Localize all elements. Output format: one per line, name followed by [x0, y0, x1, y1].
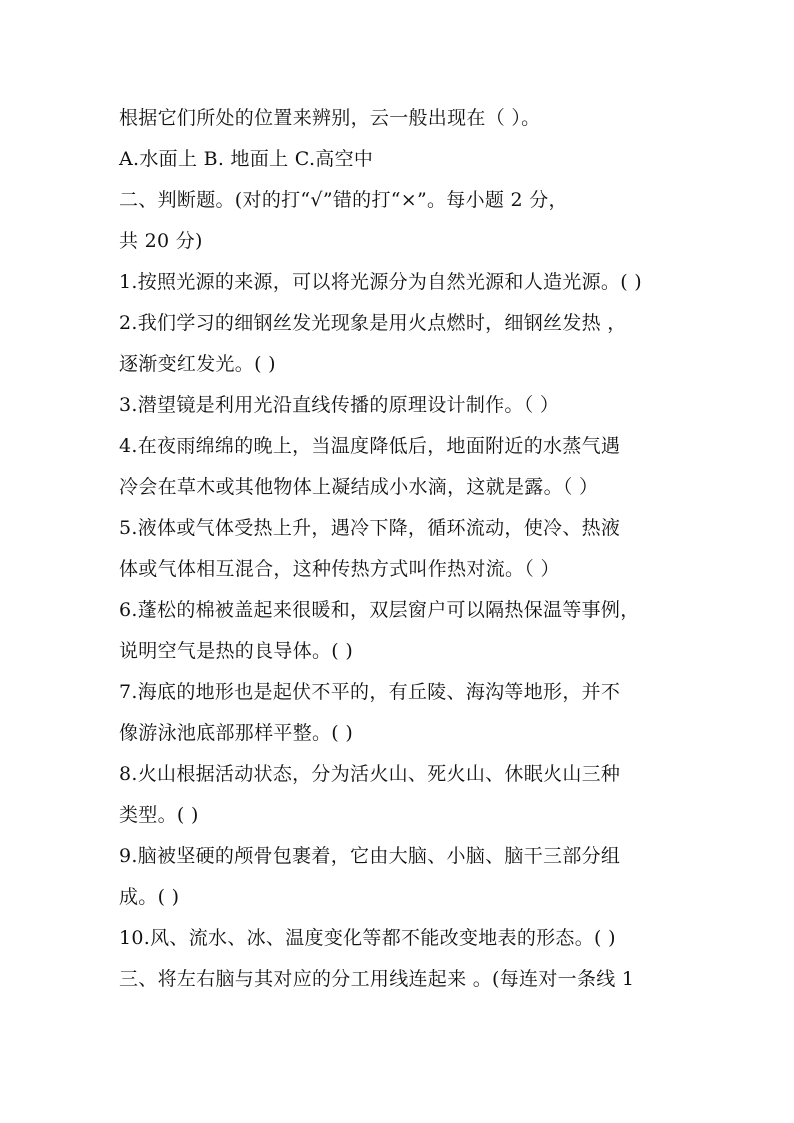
question-10-line: 10.风、流水、冰、温度变化等都不能改变地表的形态。( )	[119, 927, 616, 949]
question-7-continuation: 像游泳池底部那样平整。( )	[119, 722, 354, 744]
document-body	[119, 98, 679, 1000]
question-9-line: 9.脑被坚硬的颅骨包裹着，它由大脑、小脑、脑干三部分组	[119, 845, 621, 867]
question-9-continuation: 成。( )	[119, 886, 180, 908]
section-heading-true-false: 二、判断题。(对的打“√”错的打“×”。每小题 2 分，	[119, 189, 568, 211]
question-8-line: 8.火山根据活动状态，分为活火山、死火山、休眠火山三种	[119, 763, 621, 785]
question-continuation-line: 根据它们所处的位置来辨别，云一般出现在（ ）。	[119, 107, 541, 129]
question-5-continuation: 体或气体相互混合，这种传热方式叫作热对流。（ ）	[119, 558, 560, 580]
question-7-line: 7.海底的地形也是起伏不平的，有丘陵、海沟等地形，并不	[119, 681, 621, 703]
question-6-line: 6.蓬松的棉被盖起来很暖和，双层窗户可以隔热保温等事例，	[119, 599, 640, 621]
question-6-continuation: 说明空气是热的良导体。( )	[119, 640, 354, 662]
question-4-line: 4.在夜雨绵绵的晚上，当温度降低后，地面附近的水蒸气遇	[119, 435, 621, 457]
question-8-continuation: 类型。( )	[119, 804, 199, 826]
question-5-line: 5.液体或气体受热上升，遇冷下降，循环流动，使冷、热液	[119, 517, 621, 539]
question-3-line: 3.潜望镜是利用光沿直线传播的原理设计制作。（ ）	[119, 394, 560, 416]
question-1-line: 1.按照光源的来源，可以将光源分为自然光源和人造光源。( )	[119, 271, 642, 293]
question-4-continuation: 冷会在草木或其他物体上凝结成小水滴，这就是露。（ ）	[119, 476, 599, 498]
section-heading-matching: 三、将左右脑与其对应的分工用线连起来 。(每连对一条线 1	[119, 968, 635, 990]
question-2-continuation: 逐渐变红发光。( )	[119, 353, 276, 375]
question-2-line: 2.我们学习的细钢丝发光现象是用火点燃时，细钢丝发热 ，	[119, 312, 627, 334]
section-heading-continuation: 共 20 分)	[119, 230, 203, 252]
answer-options-line: A.水面上 B. 地面上 C.高空中	[119, 148, 374, 170]
